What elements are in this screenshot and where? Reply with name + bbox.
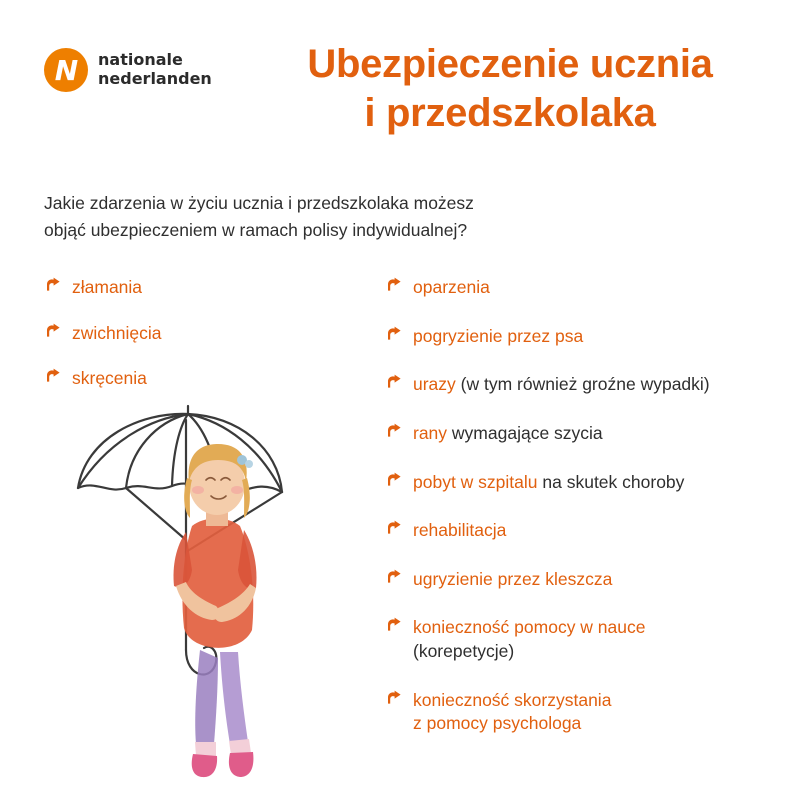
list-item-main-text: rany <box>413 422 448 443</box>
brand-name-line1: nationale <box>98 50 183 70</box>
list-item-main-text: pobyt w szpitalu <box>413 471 538 492</box>
list-item-label <box>72 322 161 346</box>
list-item <box>385 568 785 592</box>
list-item-rest-text: (w tym również groźne wypadki) <box>455 374 710 395</box>
list-item-main-text: rehabilitacja <box>413 520 507 541</box>
page-title-line2: i przedszkolaka <box>364 90 656 135</box>
brand-name-line2: nederlanden <box>98 69 212 88</box>
brand-name <box>98 51 212 89</box>
list-item-main-text: konieczność skorzystania <box>413 689 612 710</box>
arrow-bullet-icon <box>44 276 64 292</box>
list-item <box>385 689 785 736</box>
intro-line1: Jakie zdarzenia w życiu ucznia i przedszkolaka możesz <box>44 193 474 213</box>
list-item-rest-text: na skutek choroby <box>537 471 685 492</box>
list-item <box>44 322 344 346</box>
list-item-main-text: ugryzienie przez kleszcza <box>413 568 613 589</box>
list-item-label <box>413 373 710 397</box>
list-item <box>44 367 344 391</box>
arrow-bullet-icon <box>385 373 405 389</box>
list-item-main-text: złamania <box>72 277 143 297</box>
arrow-bullet-icon <box>385 325 405 341</box>
list-item <box>385 471 785 495</box>
list-item-label <box>413 689 611 736</box>
list-item-main-text: urazy <box>413 374 456 395</box>
arrow-bullet-icon <box>44 322 64 338</box>
list-item-label <box>413 616 645 663</box>
arrow-bullet-icon <box>385 568 405 584</box>
list-item-label <box>413 325 583 349</box>
list-item-label <box>413 568 612 592</box>
list-item-main-text: konieczność pomocy w nauce <box>413 617 646 638</box>
list-item-label <box>72 276 142 300</box>
list-item <box>44 276 344 300</box>
list-item-main-text: oparzenia <box>413 277 490 297</box>
page-title-line1: Ubezpieczenie ucznia <box>307 42 713 86</box>
list-item <box>385 519 785 543</box>
list-item-rest-text: wymagające szycia <box>447 422 603 443</box>
brand-logo <box>44 48 212 92</box>
list-item-main-text: skręcenia <box>72 368 147 389</box>
list-item-label <box>413 276 490 300</box>
list-item <box>385 616 785 663</box>
logo-letter: N <box>54 53 78 87</box>
intro-paragraph <box>44 190 604 243</box>
girl-with-umbrella-illustration <box>60 400 380 790</box>
list-item <box>385 325 785 349</box>
list-item-main-text: zwichnięcia <box>72 322 162 343</box>
intro-line2: objąć ubezpieczeniem w ramach polisy indywidualnej? <box>44 219 468 240</box>
list-item-main-text: pogryzienie przez psa <box>413 325 584 346</box>
arrow-bullet-icon <box>385 471 405 487</box>
arrow-bullet-icon <box>385 276 405 292</box>
arrow-bullet-icon <box>44 367 64 383</box>
list-item <box>385 422 785 446</box>
page-title <box>250 40 770 138</box>
list-item-label <box>413 519 506 543</box>
list-item-label <box>72 367 147 391</box>
list-item <box>385 276 785 300</box>
benefits-list-left <box>44 276 344 413</box>
list-item-second-line: z pomocy psychologa <box>413 713 582 734</box>
arrow-bullet-icon <box>385 519 405 535</box>
benefits-list-right <box>385 276 785 761</box>
list-item <box>385 373 785 397</box>
arrow-bullet-icon <box>385 422 405 438</box>
list-item-label <box>413 471 684 495</box>
list-item-label <box>413 422 603 446</box>
list-item-second-line: (korepetycje) <box>413 641 515 661</box>
logo-mark-icon <box>44 48 88 92</box>
arrow-bullet-icon <box>385 616 405 632</box>
arrow-bullet-icon <box>385 689 405 705</box>
